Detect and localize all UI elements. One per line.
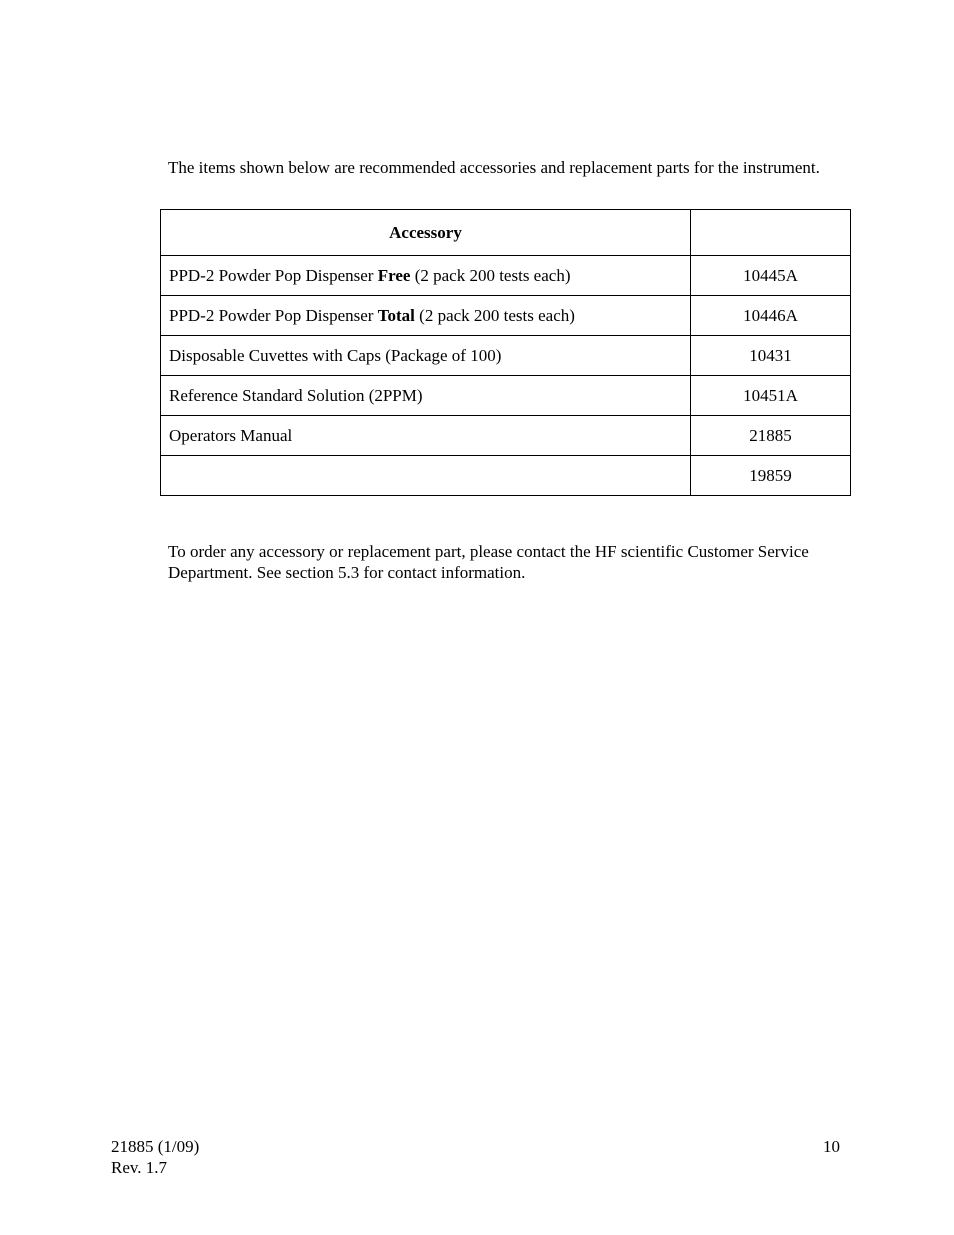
table-row	[161, 336, 851, 376]
accessories-table	[160, 209, 851, 496]
header-part-number	[691, 210, 851, 256]
order-instructions: To order any accessory or replacement part, please contact the HF scientific Customer Service Department. See section 5.3 for contact information.	[168, 542, 809, 582]
part-number-cell: 10446A	[691, 296, 851, 336]
intro-paragraph: The items shown below are recommended accessories and replacement parts for the instrument.	[168, 158, 820, 177]
table-header-row	[161, 210, 851, 256]
part-number-cell: 10431	[691, 336, 851, 376]
table-row	[161, 416, 851, 456]
table-row	[161, 376, 851, 416]
footer-doc-id: 21885 (1/09)	[111, 1137, 200, 1156]
header-accessory: Accessory	[161, 210, 691, 256]
accessory-cell: Operators Manual	[161, 416, 691, 456]
accessory-cell: Reference Standard Solution (2PPM)	[161, 376, 691, 416]
accessory-cell	[161, 456, 691, 496]
page-number: 10	[823, 1137, 840, 1156]
table-row	[161, 456, 851, 496]
part-number-cell: 10451A	[691, 376, 851, 416]
part-number-cell: 19859	[691, 456, 851, 496]
table-row	[161, 256, 851, 296]
footer-document-info	[111, 1136, 199, 1178]
part-number-cell: 10445A	[691, 256, 851, 296]
table-row	[161, 296, 851, 336]
accessory-cell: Disposable Cuvettes with Caps (Package of 100)	[161, 336, 691, 376]
part-number-cell: 21885	[691, 416, 851, 456]
accessory-cell: PPD-2 Powder Pop Dispenser Free (2 pack 200 tests each)	[161, 256, 691, 296]
accessory-cell: PPD-2 Powder Pop Dispenser Total (2 pack 200 tests each)	[161, 296, 691, 336]
footer-revision: Rev. 1.7	[111, 1158, 168, 1177]
